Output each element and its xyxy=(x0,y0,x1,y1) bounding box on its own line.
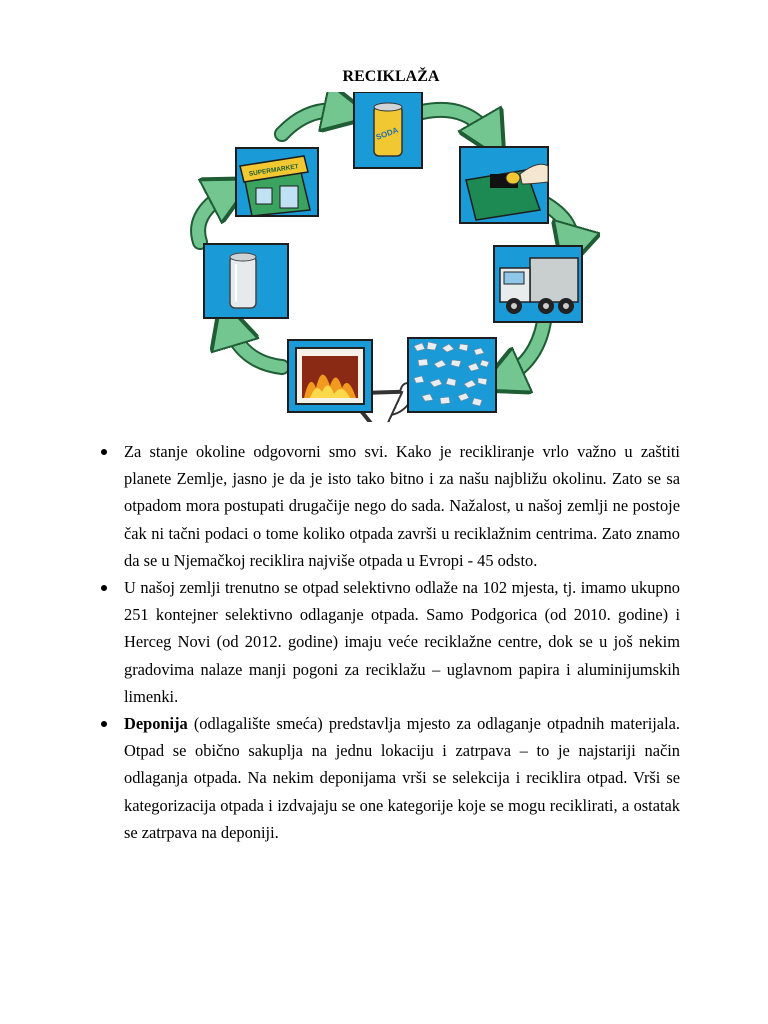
new-can-panel xyxy=(204,244,288,318)
list-item xyxy=(98,438,680,574)
list-item-text: (odlagalište smeća) predstavlja mjesto za odlaganje otpadnih materijala. Otpad se obično sakuplja na jednu lokaciju i zatrpava – to je najstariji način odlaganja otpada. Na nekim deponijama vrši se selekcija i reciklira otpad. Vrši se kategorizacija otpada i izdvajaju se one kategorije koje se mogu reciklirati, a ostatak se zatrpava na deponiji. xyxy=(124,714,680,842)
list-item-lead: Deponija xyxy=(124,714,188,734)
supermarket-panel xyxy=(236,148,318,216)
recycling-cycle-illustration xyxy=(170,92,600,422)
list-item-text: U našoj zemlji trenutno se otpad selektivno odlaže na 102 mjesta, tj. imamo ukupno 251 kontejner selektivno odlaganje otpada. Samo Podgorica (od 2010. godine) i Herceg Novi (od 2012. godine) imaju veće reciklažne centre, dok se u još nekim gradovima nalaze manji pogoni za reciklažu – uglavnom papira i aluminijumskih limenki. xyxy=(124,578,680,706)
list-item-text: Za stanje okoline odgovorni smo svi. Kako je recikliranje vrlo važno u zaštiti planete Zemlje, jasno je da je isto tako bitno i za našu najbližu okolinu. Zato se sa otpadom mora postupati drugačije nego do sada. Nažalost, u našoj zemlji ne postoje čak ni tačni podaci o tome koliko otpada završi u reciklažnim centrima. Zato znamo da se u Njemačkoj reciklira najviše otpada u Evropi - 45 odsto. xyxy=(124,442,680,570)
bullet-dot xyxy=(101,585,107,591)
recycling-facts-list xyxy=(98,438,680,846)
list-item xyxy=(98,710,680,846)
page-title: RECIKLAŽA xyxy=(342,68,440,85)
recycling-bin-panel xyxy=(460,147,548,223)
can-label: SODA xyxy=(374,125,400,142)
list-item xyxy=(98,574,680,710)
shredded-aluminium-panel xyxy=(408,338,496,412)
bullet-dot xyxy=(101,721,107,727)
soda-can-panel xyxy=(354,92,422,168)
garbage-truck-panel xyxy=(494,246,582,322)
bullet-dot xyxy=(101,449,107,455)
furnace-panel xyxy=(288,340,372,412)
supermarket-sign: SUPERMARKET xyxy=(248,163,300,178)
